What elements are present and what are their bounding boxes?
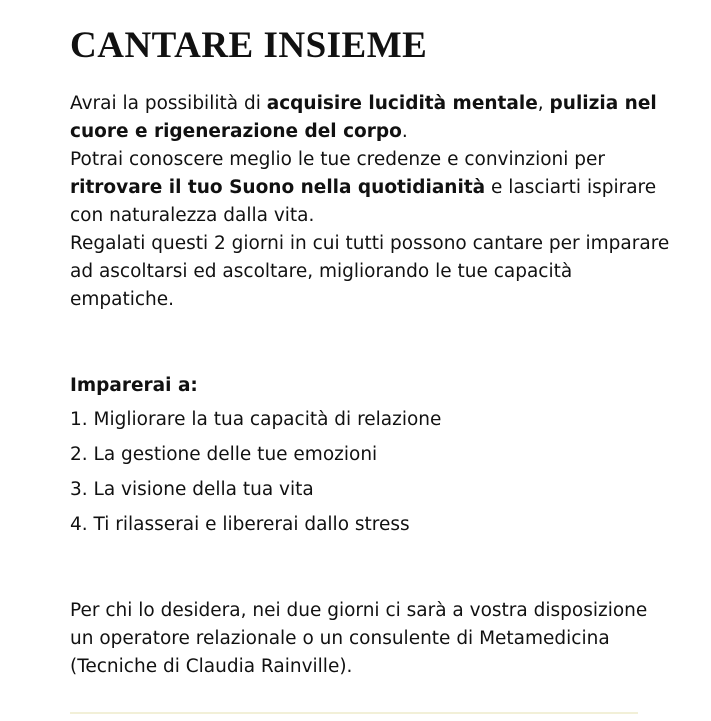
highlight-sound: ritrovare il tuo Suono nella quotidianità [70,177,486,198]
learn-heading: Imparerai a: [70,375,198,396]
bottom-divider [70,712,638,714]
list-item: 1. Migliorare la tua capacità di relazione [70,409,442,430]
closing-paragraph: Per chi lo desidera, nei due giorni ci sarà a vostra disposizione un operatore relazionale o un consulente di Metamedicina (Tecniche di Claudia Rainville). [70,600,648,677]
intro-paragraph-2: Potrai conoscere meglio le tue credenze e convinzioni per ritrovare il tuo Suono nella quotidianità e lasciarti ispirare con naturalezza dalla vita. [70,149,657,226]
list-item: 3. La visione della tua vita [70,479,314,500]
intro-paragraph-1: Avrai la possibilità di acquisire lucidità mentale, pulizia nel cuore e rigenerazione del corpo. [70,93,657,142]
learn-list [70,406,441,546]
list-item: 4. Ti rilasserai e libererai dallo stress [70,514,410,535]
list-item: 2. La gestione delle tue emozioni [70,444,378,465]
page-title: CANTARE INSIEME [70,25,428,66]
highlight-cleansing: pulizia nel cuore e rigenerazione del corpo [70,93,657,142]
intro-paragraph-3: Regalati questi 2 giorni in cui tutti possono cantare per imparare ad ascoltarsi ed ascoltare, migliorando le tue capacità empatiche. [70,233,670,310]
intro-section [70,90,670,314]
highlight-lucidity: acquisire lucidità mentale [266,93,538,114]
